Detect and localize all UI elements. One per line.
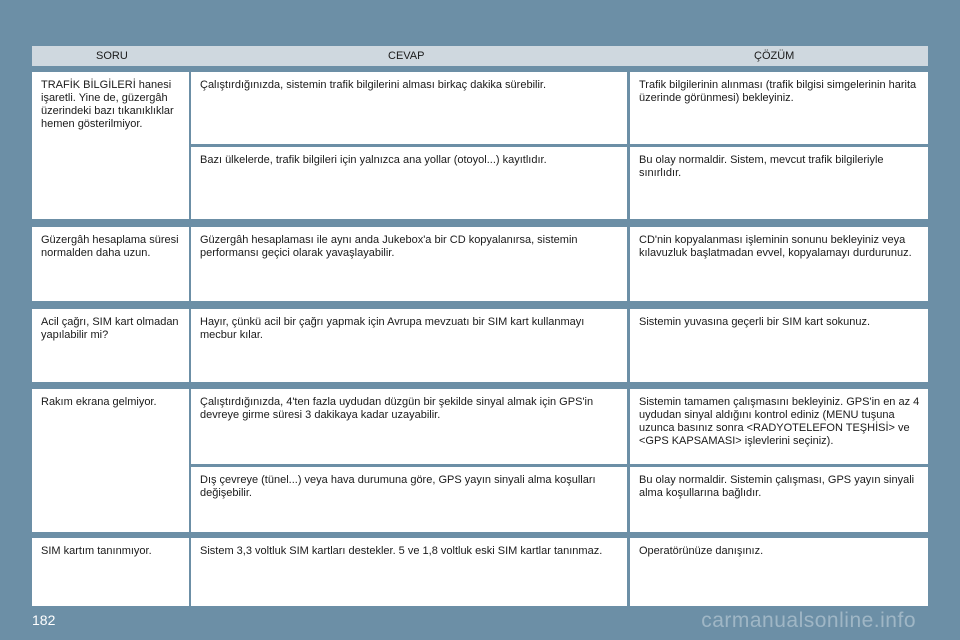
cause-cell: Sistem 3,3 voltluk SIM kartları destekler. 5 ve 1,8 voltluk eski SIM kartlar tanınmaz. — [191, 538, 627, 606]
solution-cell: Sistemin tamamen çalışmasını bekleyiniz. GPS'in en az 4 uydudan sinyal aldığını kontrol ediniz (MENU tuşuna uzunca basınız sonra <RADYOTELEFON TEŞHİSİ> ve <GPS KAPSAMASI> işlevlerini seçiniz). — [630, 389, 928, 464]
question-cell: Güzergâh hesaplama süresi normalden daha uzun. — [32, 227, 189, 301]
solution-cell: Trafik bilgilerinin alınması (trafik bilgisi simgelerinin harita üzerinde görünmesi) bekleyiniz. — [630, 72, 928, 144]
header-answer: CEVAP — [388, 50, 425, 62]
table-header — [32, 46, 928, 66]
cause-cell: Çalıştırdığınızda, 4'ten fazla uydudan düzgün bir şekilde sinyal almak için GPS'in devreye girme süresi 3 dakikaya kadar uzayabilir. — [191, 389, 627, 464]
cause-cell: Bazı ülkelerde, trafik bilgileri için yalnızca ana yollar (otoyol...) kayıtlıdır. — [191, 147, 627, 219]
header-question: SORU — [96, 50, 128, 62]
question-cell: Acil çağrı, SIM kart olmadan yapılabilir mi? — [32, 309, 189, 382]
solution-cell: Operatörünüze danışınız. — [630, 538, 928, 606]
solution-cell: Bu olay normaldir. Sistemin çalışması, GPS yayın sinyali alma koşullarına bağlıdır. — [630, 467, 928, 532]
question-cell: SIM kartım tanınmıyor. — [32, 538, 189, 606]
solution-cell: Bu olay normaldir. Sistem, mevcut trafik bilgileriyle sınırlıdır. — [630, 147, 928, 219]
cause-cell: Çalıştırdığınızda, sistemin trafik bilgilerini alması birkaç dakika sürebilir. — [191, 72, 627, 144]
solution-cell: Sistemin yuvasına geçerli bir SIM kart sokunuz. — [630, 309, 928, 382]
header-solution: ÇÖZÜM — [754, 50, 795, 62]
cause-cell: Dış çevreye (tünel...) veya hava durumuna göre, GPS yayın sinyali alma koşulları değişebilir. — [191, 467, 627, 532]
question-cell: Rakım ekrana gelmiyor. — [32, 389, 189, 532]
cause-cell: Hayır, çünkü acil bir çağrı yapmak için Avrupa mevzuatı bir SIM kart kullanmayı mecbur kılar. — [191, 309, 627, 382]
solution-cell: CD'nin kopyalanması işleminin sonunu bekleyiniz veya kılavuzluk başlatmadan evvel, kopyalamayı durdurunuz. — [630, 227, 928, 301]
cause-cell: Güzergâh hesaplaması ile aynı anda Jukebox'a bir CD kopyalanırsa, sistemin performansı geçici olarak yavaşlayabilir. — [191, 227, 627, 301]
watermark: carmanualsonline.info — [701, 609, 916, 632]
page-number: 182 — [32, 612, 56, 628]
question-cell: TRAFİK BİLGİLERİ hanesi işaretli. Yine de, güzergâh üzerindeki bazı tıkanıklıklar hemen gösterilmiyor. — [32, 72, 189, 219]
